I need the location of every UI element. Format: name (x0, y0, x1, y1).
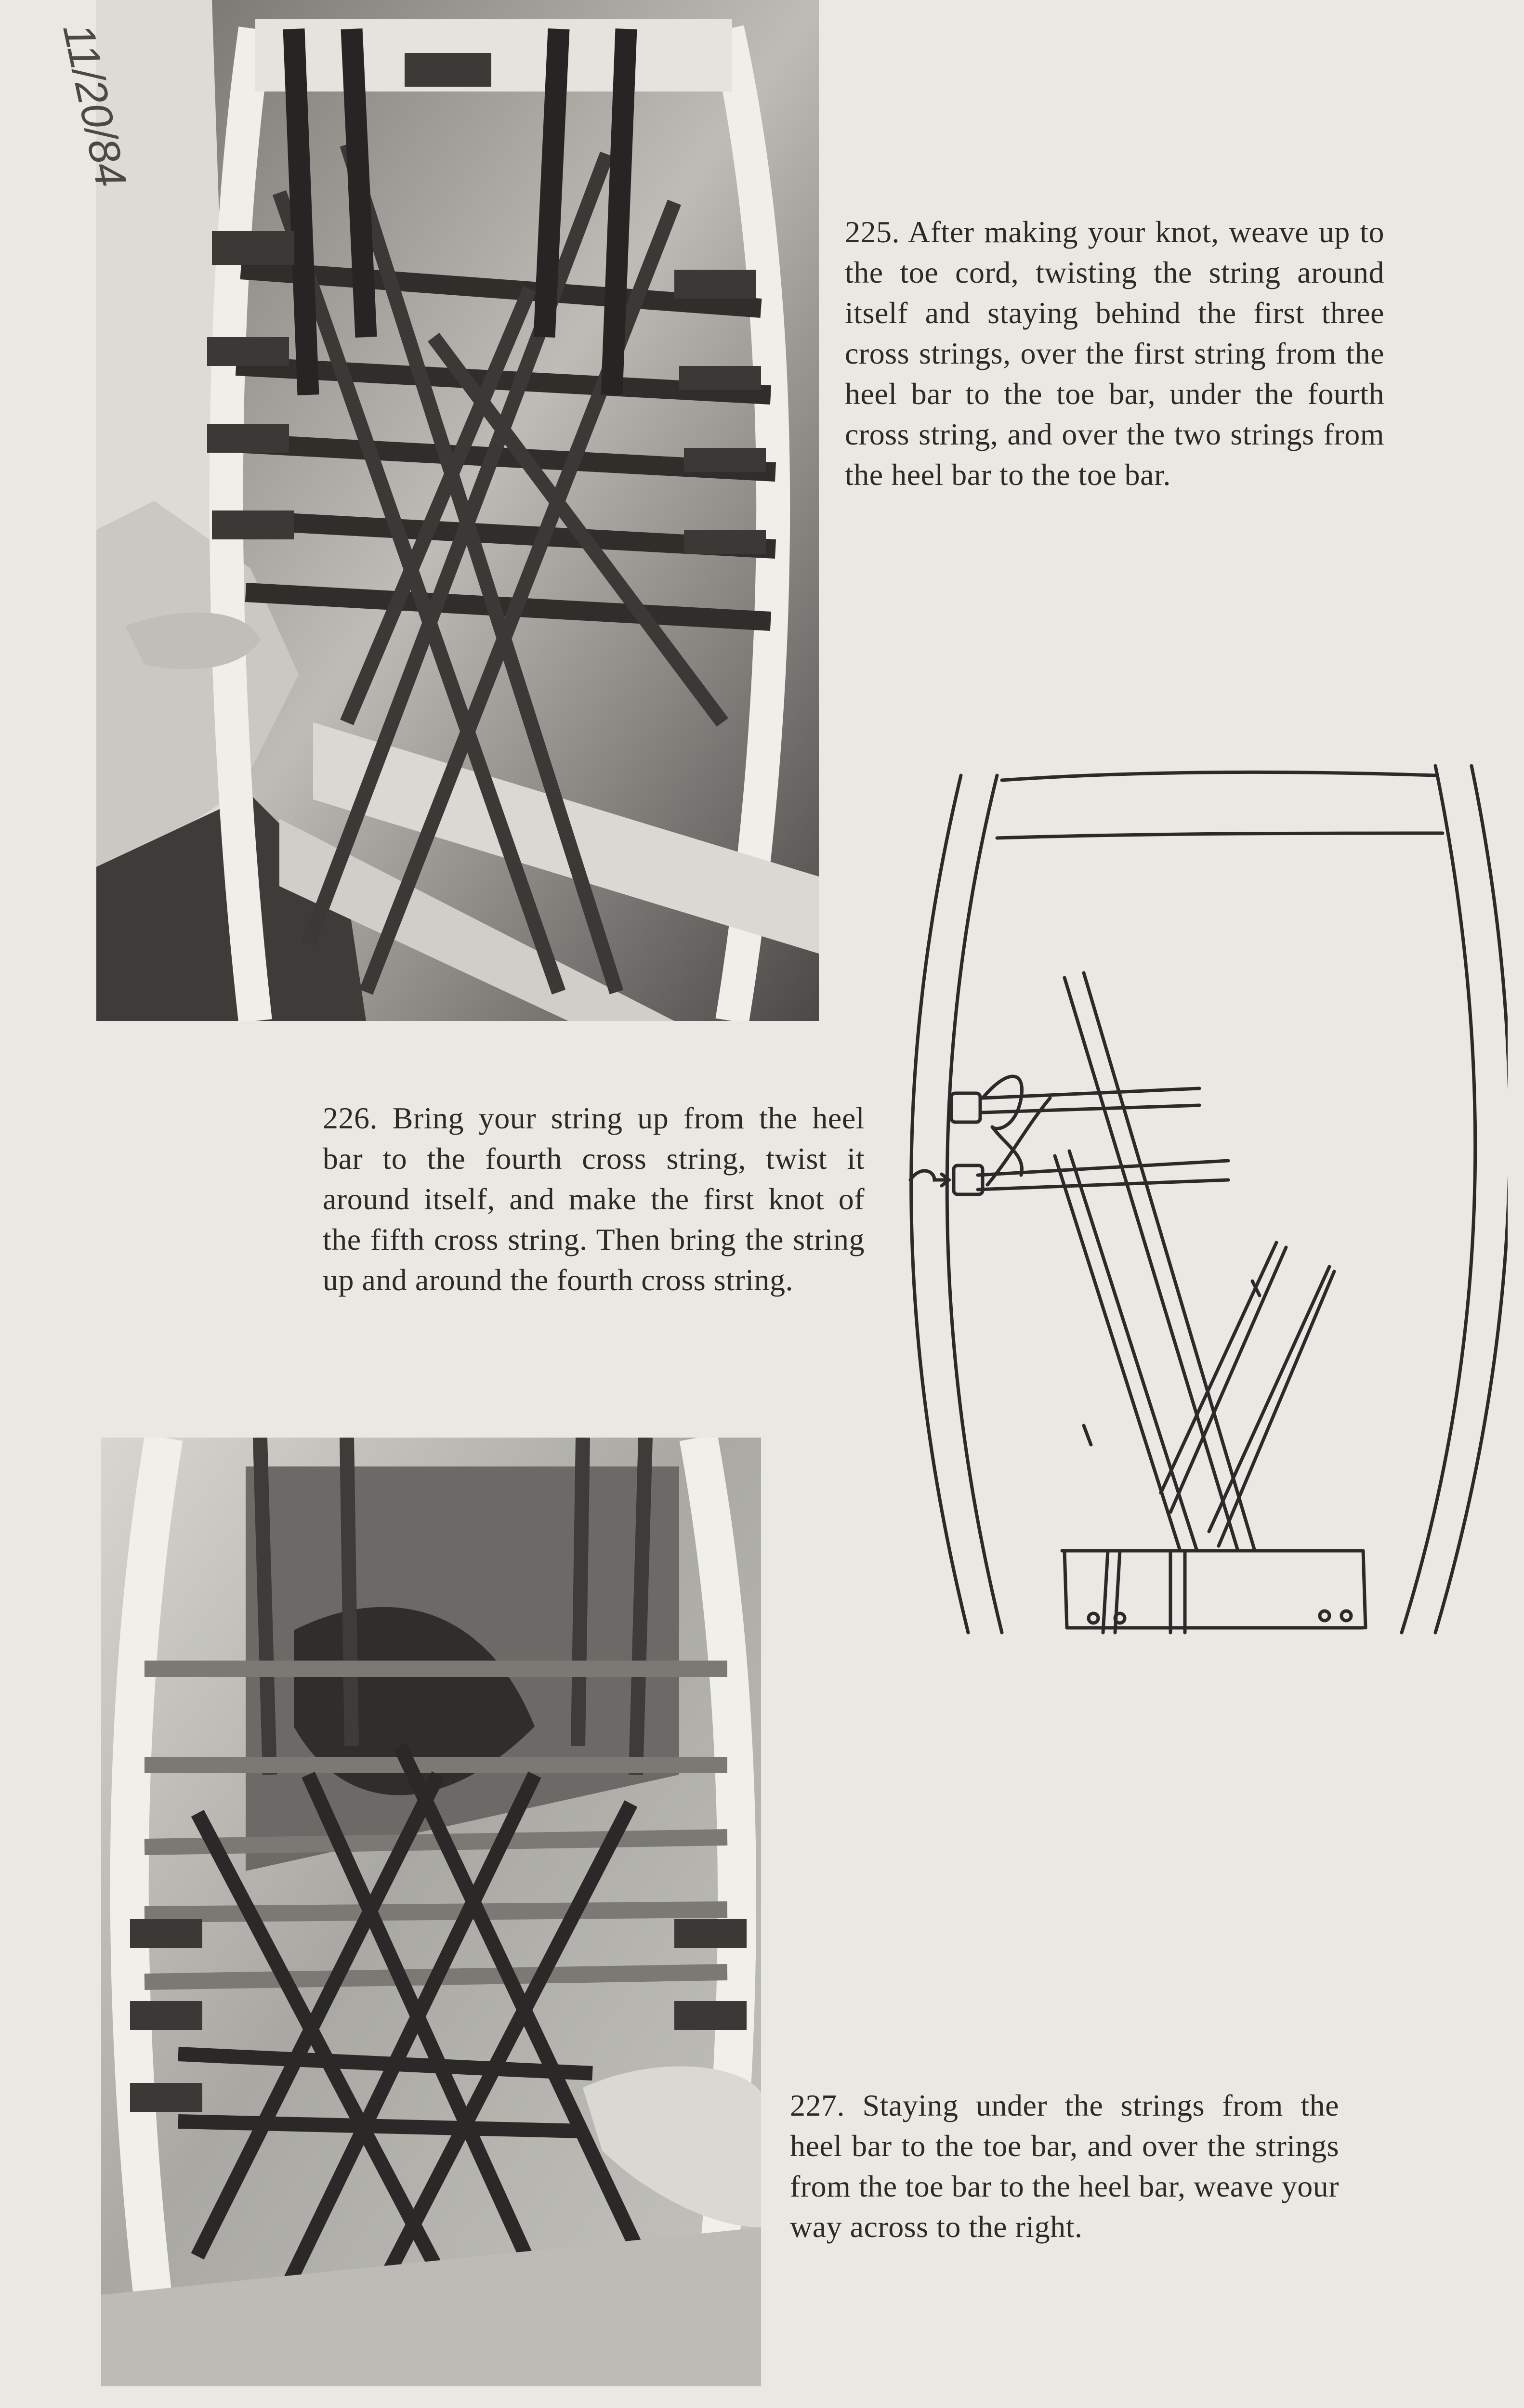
photo-step-227-image (101, 1438, 761, 2386)
caption-225: 225. After making your knot, weave up to the toe cord, twisting the string around itself and staying behind the first three cross strings, over the first string from the heel bar to the toe bar, under the fourth cross string, and over the two strings from the heel bar to the toe bar. (845, 215, 1384, 492)
caption-227: 227. Staying under the strings from the heel bar to the toe bar, and over the strings from the toe bar to the heel bar, weave your way across to the right. (790, 2088, 1339, 2244)
caption-226: 226. Bring your string up from the heel bar to the fourth cross string, twist it around itself, and make the first knot of the fifth cross string. Then bring the string up and around the fourth cross string. (323, 1101, 865, 1297)
photo-step-225-image (96, 0, 819, 1021)
photo-step-225 (96, 0, 819, 1021)
photo-step-227 (101, 1438, 761, 2386)
weaving-diagram-drawing (901, 761, 1508, 1647)
handwritten-note: 11/20/84 (53, 19, 135, 192)
weaving-diagram (901, 761, 1508, 1647)
